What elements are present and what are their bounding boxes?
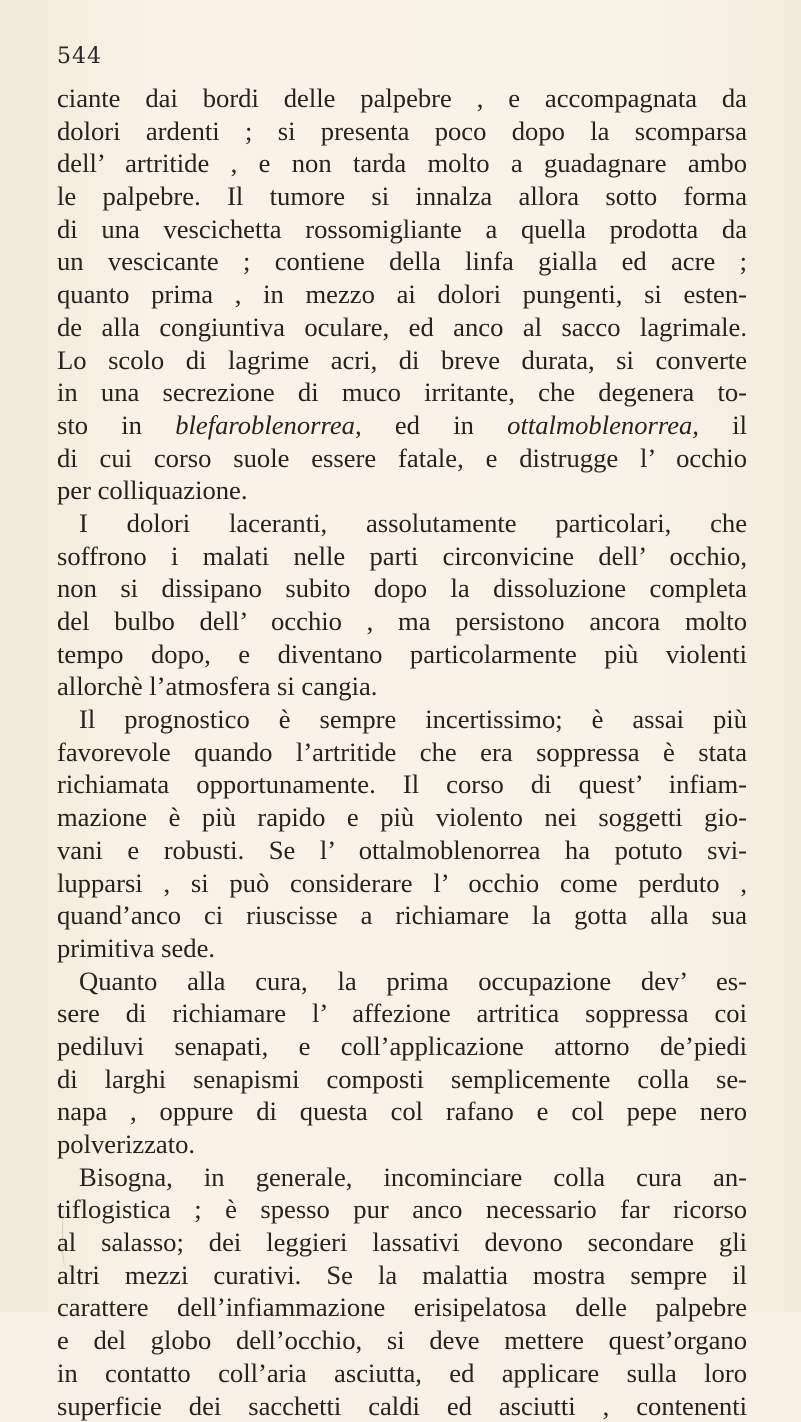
italic-term: ottalmoblenorrea, bbox=[507, 410, 699, 440]
text-line: napa , oppure di questa col rafano e col pepe nero bbox=[57, 1095, 747, 1128]
text-line: in contatto coll’aria asciutta, ed applicare sulla loro bbox=[57, 1357, 747, 1390]
italic-term: blefaroblenorrea, bbox=[175, 410, 361, 440]
text-line: altri mezzi curativi. Se la malattia mostra sempre il bbox=[57, 1259, 747, 1292]
text-line: I dolori laceranti, assolutamente particolari, che bbox=[57, 507, 747, 540]
text-line: sere di richiamare l’ affezione artritica soppressa coi bbox=[57, 997, 747, 1030]
text-line: soffrono i malati nelle parti circonvicine dell’ occhio, bbox=[57, 540, 747, 573]
text-line: di una vescichetta rossomigliante a quella prodotta da bbox=[57, 213, 747, 246]
text-line: dolori ardenti ; si presenta poco dopo la scomparsa bbox=[57, 115, 747, 148]
text-line: Quanto alla cura, la prima occupazione dev’ es- bbox=[57, 965, 747, 998]
text-line: tiflogistica ; è spesso pur anco necessario far ricorso bbox=[57, 1193, 747, 1226]
text-line: del bulbo dell’ occhio , ma persistono ancora molto bbox=[57, 605, 747, 638]
text-line: richiamata opportunamente. Il corso di quest’ infiam- bbox=[57, 768, 747, 801]
text-fragment: ed in bbox=[362, 410, 508, 440]
text-line: lupparsi , si può considerare l’ occhio come perduto , bbox=[57, 867, 747, 900]
paper-mark bbox=[62, 1208, 73, 1268]
text-line: Bisogna, in generale, incominciare colla cura an- bbox=[57, 1161, 747, 1194]
text-line: ciante dai bordi delle palpebre , e accompagnata da bbox=[57, 82, 747, 115]
text-line: di cui corso suole essere fatale, e distrugge l’ occhio bbox=[57, 442, 747, 475]
text-line: favorevole quando l’artritide che era soppressa è stata bbox=[57, 736, 747, 769]
text-line: un vescicante ; contiene della linfa gialla ed acre ; bbox=[57, 245, 747, 278]
text-line: vani e robusti. Se l’ ottalmoblenorrea ha potuto svi- bbox=[57, 834, 747, 867]
text-line: Il prognostico è sempre incertissimo; è assai più bbox=[57, 703, 747, 736]
text-line: carattere dell’infiammazione erisipelatosa delle palpebre bbox=[57, 1291, 747, 1324]
text-fragment: sto in bbox=[57, 410, 175, 440]
text-line: polverizzato. bbox=[57, 1128, 747, 1161]
text-line: primitiva sede. bbox=[57, 932, 747, 965]
text-line: tempo dopo, e diventano particolarmente più violenti bbox=[57, 638, 747, 671]
text-line: in una secrezione di muco irritante, che degenera to- bbox=[57, 376, 747, 409]
text-line: al salasso; dei leggieri lassativi devono secondare gli bbox=[57, 1226, 747, 1259]
text-line: quanto prima , in mezzo ai dolori pungenti, si esten- bbox=[57, 278, 747, 311]
text-line: quand’anco ci riuscisse a richiamare la gotta alla sua bbox=[57, 899, 747, 932]
text-fragment: il bbox=[699, 410, 747, 440]
text-line: non si dissipano subito dopo la dissoluzione completa bbox=[57, 572, 747, 605]
text-line: Lo scolo di lagrime acri, di breve durata, si converte bbox=[57, 344, 747, 377]
text-line: mazione è più rapido e più violento nei soggetti gio- bbox=[57, 801, 747, 834]
text-line bbox=[57, 409, 747, 442]
text-line: e del globo dell’occhio, si deve mettere quest’organo bbox=[57, 1324, 747, 1357]
text-line: dell’ artritide , e non tarda molto a guadagnare ambo bbox=[57, 147, 747, 180]
page-number: 544 bbox=[57, 44, 102, 69]
text-line: allorchè l’atmosfera si cangia. bbox=[57, 670, 747, 703]
text-line: per colliquazione. bbox=[57, 474, 747, 507]
text-line: de alla congiuntiva oculare, ed anco al sacco lagrimale. bbox=[57, 311, 747, 344]
text-line: le palpebre. Il tumore si innalza allora sotto forma bbox=[57, 180, 747, 213]
text-line: di larghi senapismi composti semplicemente colla se- bbox=[57, 1063, 747, 1096]
text-line: pediluvi senapati, e coll’applicazione attorno de’piedi bbox=[57, 1030, 747, 1063]
text-line: superficie dei sacchetti caldi ed asciutti , contenenti bbox=[57, 1390, 747, 1422]
body-text bbox=[57, 82, 747, 1422]
